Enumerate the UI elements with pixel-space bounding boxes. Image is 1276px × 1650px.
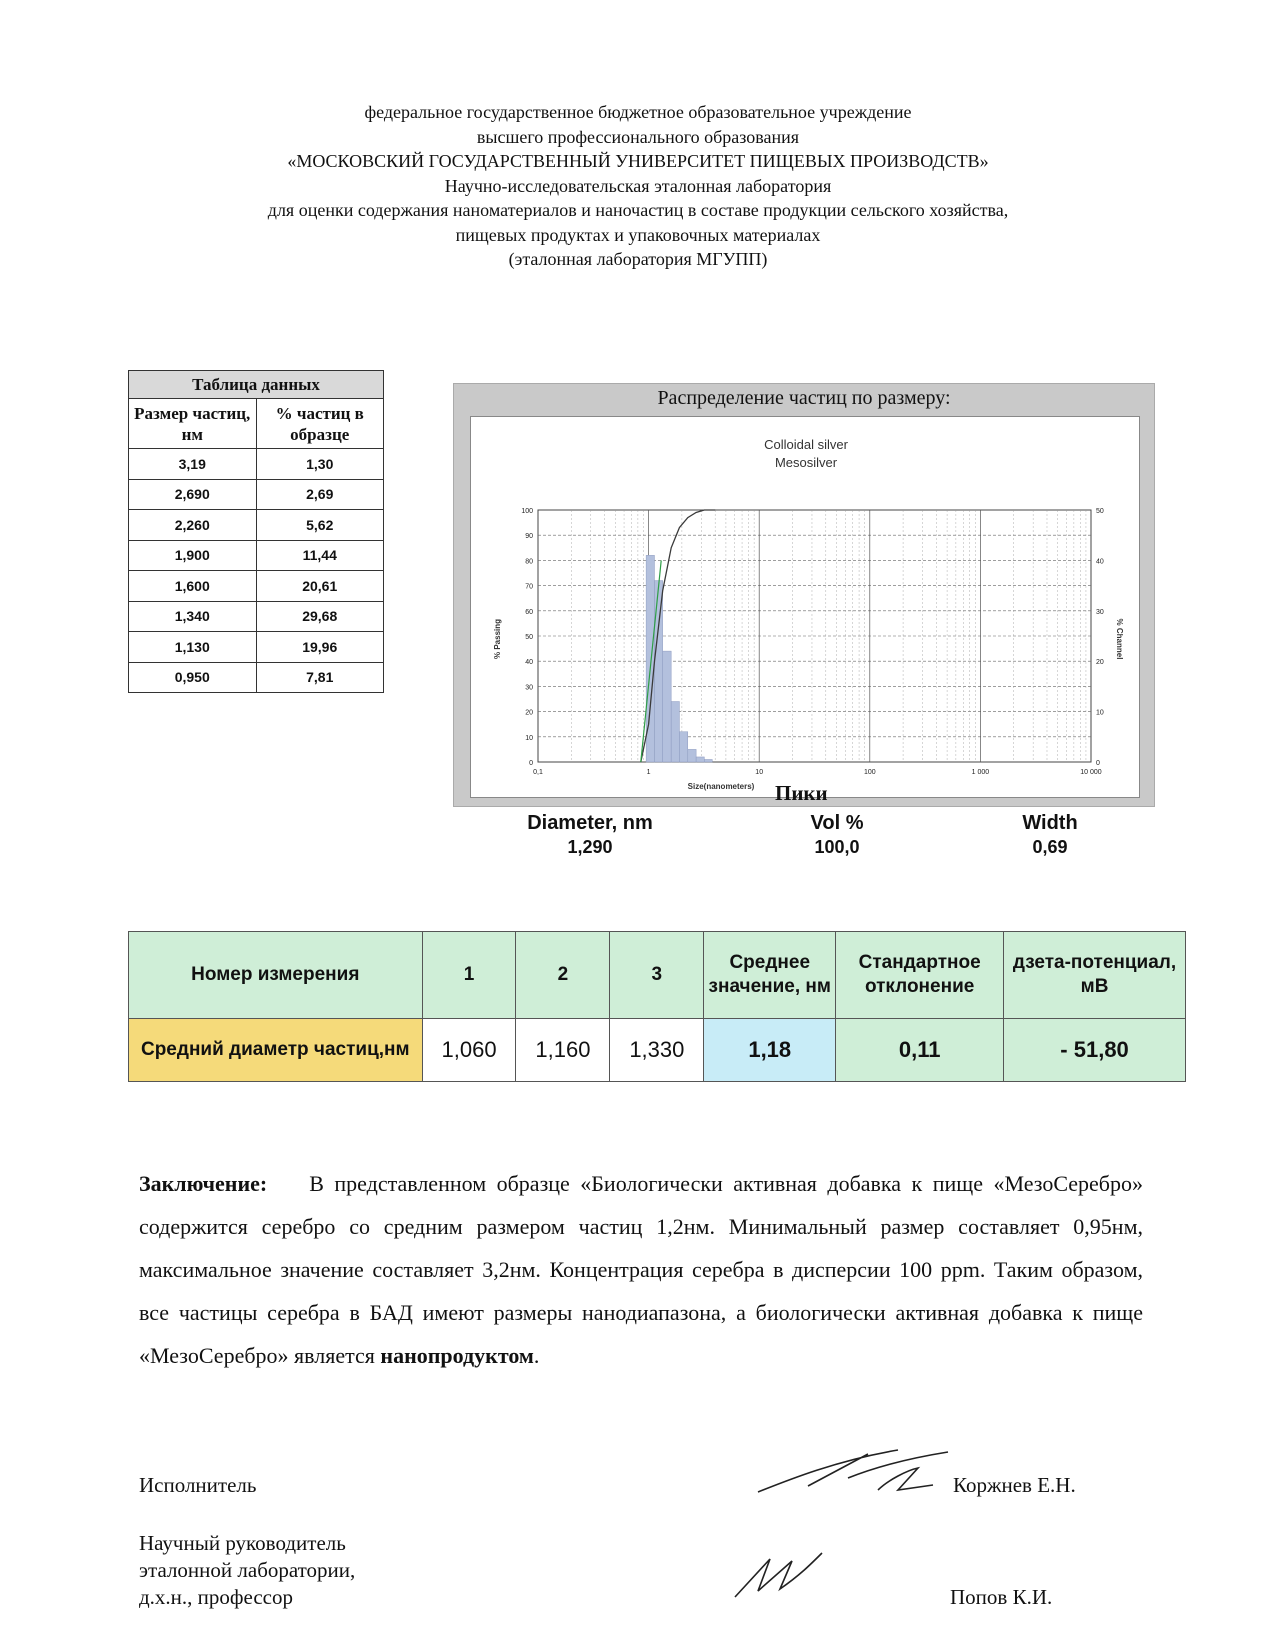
channel-bar <box>704 759 712 762</box>
size-cell: 1,900 <box>129 540 257 571</box>
header-line: Научно-исследовательская эталонная лаборатория <box>444 175 832 196</box>
size-cell: 0,950 <box>129 662 257 693</box>
value-std-dev: 0,11 <box>836 1019 1004 1082</box>
table-row <box>129 479 384 510</box>
peak-width-label: Width <box>1022 812 1078 834</box>
channel-bar <box>679 732 687 762</box>
head-name: Попов К.И. <box>950 1585 1053 1609</box>
percent-cell: 20,61 <box>256 571 384 602</box>
channel-bar <box>688 749 696 762</box>
header-std-dev: Стандартное отклонение <box>836 932 1004 1019</box>
y-left-tick-label: 60 <box>525 608 533 616</box>
table-caption: Таблица данных <box>129 371 384 399</box>
peak-width-value: 0,69 <box>1032 837 1068 857</box>
y-right-tick-label: 20 <box>1096 659 1104 667</box>
head-title <box>139 1530 355 1611</box>
percent-cell: 2,69 <box>256 479 384 510</box>
percent-cell: 29,68 <box>256 601 384 632</box>
y-left-tick-label: 10 <box>525 734 533 742</box>
y-right-tick-label: 0 <box>1096 760 1100 767</box>
header-run-2: 2 <box>516 932 610 1019</box>
y-left-tick-label: 70 <box>525 583 533 591</box>
size-distribution-chart <box>471 417 1141 799</box>
x-tick-label: 1 <box>646 769 651 776</box>
head-title-line: Научный руководитель <box>139 1531 346 1555</box>
size-cell: 1,600 <box>129 571 257 602</box>
x-tick-label: 0,1 <box>533 769 543 776</box>
y-left-tick-label: 30 <box>525 684 533 692</box>
head-signature <box>730 1545 830 1605</box>
table-row <box>129 662 384 693</box>
value-run-3: 1,330 <box>610 1019 704 1082</box>
peak-diameter-label: Diameter, nm <box>527 812 653 834</box>
value-mean: 1,18 <box>704 1019 836 1082</box>
header-zeta-potential: дзета-потенциал, мВ <box>1004 932 1186 1019</box>
measurement-table <box>128 931 1186 1082</box>
value-zeta-potential: - 51,80 <box>1004 1019 1186 1082</box>
value-run-2: 1,160 <box>516 1019 610 1082</box>
y-left-tick-label: 40 <box>525 659 533 667</box>
measurement-value-row <box>129 1019 1186 1082</box>
header-line: «МОСКОВСКИЙ ГОСУДАРСТВЕННЫЙ УНИВЕРСИТЕТ ПИЩЕВЫХ ПРОИЗВОДСТВ» <box>287 151 989 171</box>
header-line: высшего профессионального образования <box>476 126 800 147</box>
y-left-tick-label: 100 <box>521 508 533 515</box>
header-line: пищевых продуктах и упаковочных материалах <box>455 224 821 245</box>
size-cell: 2,690 <box>129 479 257 510</box>
executor-name: Коржнев Е.Н. <box>953 1473 1076 1497</box>
y-left-tick-label: 0 <box>529 760 533 767</box>
channel-bar <box>663 651 672 762</box>
header-run-1: 1 <box>422 932 516 1019</box>
peak-diameter <box>490 812 690 858</box>
table-row <box>129 540 384 571</box>
chart-panel-title: Распределение частиц по размеру: <box>657 387 951 409</box>
table-row <box>129 632 384 663</box>
header-mean: Среднее значение, нм <box>704 932 836 1019</box>
header-run-3: 3 <box>610 932 704 1019</box>
conclusion-paragraph <box>139 1162 1143 1377</box>
size-cell: 1,340 <box>129 601 257 632</box>
conclusion-bold-end: нанопродуктом <box>380 1343 534 1368</box>
conclusion-text: В представленном образце «Биологически активная добавка к пище «МезоСеребро» содержится серебро со средним размером частиц 1,2нм. Минимальный размер составляет 0,95нм, максимальное значение составляет 3,2нм. Концентрация серебра в дисперсии 100 ppm. Таким образом, все частицы серебра в БАД имеют размеры нанодиапазона, а биологически активная добавка к пище «МезоСеребро» является <box>139 1171 1143 1368</box>
conclusion-label: Заключение: <box>139 1171 268 1196</box>
chart-title: Colloidal silver <box>764 437 848 452</box>
y-right-tick-label: 10 <box>1096 709 1104 717</box>
table-row <box>129 601 384 632</box>
document-header <box>0 100 1276 272</box>
size-cell: 3,19 <box>129 449 257 480</box>
y-axis-left-label: % Passing <box>493 618 502 660</box>
value-run-1: 1,060 <box>422 1019 516 1082</box>
percent-cell: 19,96 <box>256 632 384 663</box>
y-left-tick-label: 90 <box>525 533 533 541</box>
percent-cell: 5,62 <box>256 510 384 541</box>
peaks-title: Пики <box>775 781 828 805</box>
y-right-tick-label: 50 <box>1096 508 1104 515</box>
peak-volume-value: 100,0 <box>814 837 860 857</box>
peak-width <box>950 812 1150 858</box>
channel-bar <box>696 757 704 762</box>
header-measurement-number: Номер измерения <box>129 932 423 1019</box>
head-title-line: д.х.н., профессор <box>139 1585 294 1609</box>
x-tick-label: 10 <box>755 769 764 776</box>
measurement-header-row <box>129 932 1186 1019</box>
percent-cell: 11,44 <box>256 540 384 571</box>
x-tick-label: 100 <box>863 769 876 776</box>
size-cell: 1,130 <box>129 632 257 663</box>
header-line: для оценки содержания наноматериалов и наночастиц в составе продукции сельского хозяйства, <box>267 200 1009 220</box>
y-left-tick-label: 80 <box>525 558 533 566</box>
y-left-tick-label: 20 <box>525 709 533 717</box>
peak-volume-label: Vol % <box>810 812 864 834</box>
percent-cell: 7,81 <box>256 662 384 693</box>
table-row <box>129 449 384 480</box>
column-header-size: Размер частиц, нм <box>129 399 257 449</box>
table-row <box>129 510 384 541</box>
x-axis-label: Size(nanometers) <box>687 782 755 791</box>
x-tick-label: 10 000 <box>1080 769 1102 776</box>
channel-bar <box>654 581 662 762</box>
executor-signature <box>748 1440 968 1510</box>
y-right-tick-label: 40 <box>1096 558 1104 566</box>
header-line: (эталонная лаборатория МГУПП) <box>508 249 768 269</box>
percent-cell: 1,30 <box>256 449 384 480</box>
row-label-mean-diameter: Средний диаметр частиц,нм <box>129 1019 423 1082</box>
y-axis-right-label: % Channel <box>1115 618 1124 660</box>
conclusion-tail: . <box>533 1343 540 1368</box>
size-cell: 2,260 <box>129 510 257 541</box>
chart-subtitle: Mesosilver <box>774 455 838 470</box>
peak-volume <box>737 812 937 858</box>
column-header-percent: % частиц в образце <box>256 399 384 449</box>
head-title-line: эталонной лаборатории, <box>139 1558 356 1582</box>
channel-bar <box>671 702 679 762</box>
header-line: федеральное государственное бюджетное образовательное учреждение <box>364 102 912 122</box>
y-right-tick-label: 30 <box>1096 608 1104 616</box>
chart-plot-area <box>470 416 1140 798</box>
table-row <box>129 571 384 602</box>
executor-title: Исполнитель <box>139 1473 257 1497</box>
particle-data-table <box>128 370 384 693</box>
distribution-chart-panel <box>453 383 1155 807</box>
peak-diameter-value: 1,290 <box>567 837 613 857</box>
y-left-tick-label: 50 <box>525 634 533 641</box>
x-tick-label: 1 000 <box>971 769 990 776</box>
